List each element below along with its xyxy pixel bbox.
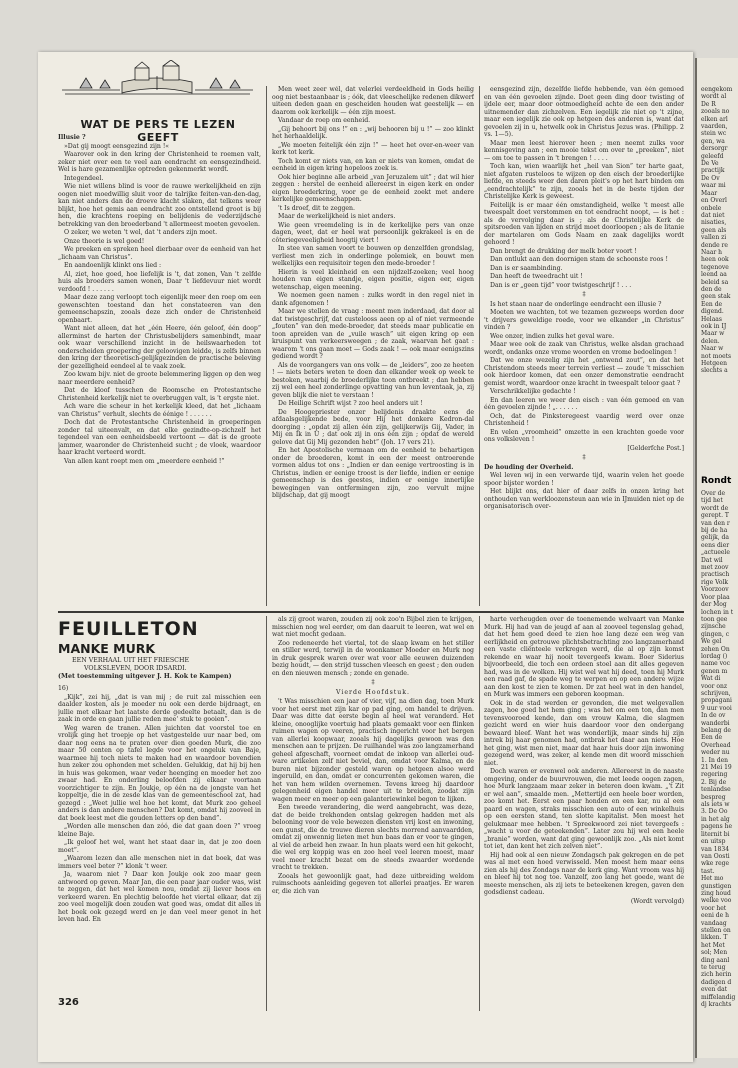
- paragraph: Ja, waarom niet ? Daar kon Joukje ook zoo maar geen antwoord op geven. Maar Jan, die een paar jaar ouder was, wist te zeggen, dat het wel komen nou, omdat zij liever hoos en verkeerd waren. En plechtig beloofde het viertal elkaar, dat zij zoo veel mogelijk doen zouden wat goed was, omdat dit alles in het boek ook gezegd werd en je dan veel meer genot in het leven had. En: [58, 871, 261, 923]
- adjacent-page-line: van Oosti: [701, 852, 730, 860]
- adjacent-page-line: geen als: [701, 226, 727, 234]
- paragraph: Als de voorgangers van ons volk — de „leiders”, zoo ze heeten ! — niets beters weten te doen dan elkander week op week te bestoken, waarbij de broederlijke toon ontbreekt ; dan hebben zij wel een heel zonderlinge opvatting van hun leventaak, ja, zij geven blijk die niet te verstaan !: [272, 361, 474, 399]
- adjacent-page-line: elken arl: [701, 115, 728, 123]
- adjacent-page-line: Wat di: [701, 675, 721, 683]
- adjacent-page-line: te terug: [701, 964, 726, 971]
- adjacent-page-line: geen stak: [701, 293, 731, 301]
- adjacent-page-line: Een de: [701, 300, 723, 308]
- paragraph: „We moeten feitelijk één zijn !” — heet het over-en-weer van kerk tot kerk.: [272, 141, 474, 156]
- paragraph: En dan leeren we weer den eisch : van één gemoed en van één gevoelen zijnde ! „. . . . . .: [484, 396, 684, 411]
- paragraph: Wie niet willens blind is voor de rauwe werkelijkheid en zijn oogen niet moedwillig sluit voor de talrijke feiten-van-den-dag, kan niet anders dan de droeve klacht slaken, dat telkens weer blijkt, hoe het gemis aan eendracht zoo ontstellend groot is bij hen, die krachtens roeping en belijdenis de vederzijdsche betrekking van den broederband 't allermeest moeten gevoelen.: [58, 183, 261, 228]
- adjacent-page-line: wanderbi: [701, 719, 730, 727]
- paragraph: De Heilige Schrift wijst ? zoo heel anders uit !: [278, 400, 423, 407]
- paragraph: als zij groot waren, zouden zij ook zoo'n Bijbel zien te krijgen, misschien nog wel eerder, om dan daaruit te leeren, wat wel en wat niet mocht gedaan.: [272, 616, 474, 638]
- chapter-number: 16): [58, 685, 69, 692]
- adjacent-page-line: eeni de h: [701, 912, 729, 920]
- paragraph: „Gij behoort bij ons !” en : „wij behooren bij u !” — zoo klinkt het herhaaldelijk.: [272, 125, 474, 140]
- adjacent-page-line: ook in IJ: [701, 323, 727, 330]
- feuilleton-column-1: [58, 685, 261, 995]
- adjacent-page-line: zooals no: [701, 108, 730, 116]
- adjacent-page-line: toon gee: [701, 615, 728, 623]
- adjacent-page-line: dadigen d: [701, 978, 732, 986]
- paragraph: Moeten we wachten, tot we tezamen gezweeps worden door 't drijvers geweldige roede, voor we elkander „in Christus” vinden ?: [484, 309, 684, 331]
- adjacent-page-line: tegenove: [701, 263, 729, 271]
- adjacent-page-line: 9 uur vooi: [701, 704, 732, 712]
- paragraph: Ook hier beginne alle arbeid „van Jeruzalem uit” ; dat wil hier zeggen : herstel de eenheid allereerst in eigen kerk en onder eigen broederkring, voor ge de eenheid zoekt met andere kerkelijke gemeenschappen.: [272, 173, 474, 203]
- paragraph: Van allen kant roept men om „meerdere eenheid !”: [64, 457, 225, 465]
- feuilleton-column-3: [484, 616, 684, 1011]
- adjacent-page-line: delen.: [701, 337, 720, 345]
- column-3-top: [484, 86, 684, 606]
- adjacent-page-line: Overhead: [701, 741, 731, 749]
- adjacent-page-line: De Ov: [701, 174, 720, 182]
- paragraph: 't Was misschien een jaar of vier, vijf, na dien dag, toen Murk voor het eerst met zijn kar op pad ging, om handel te drijven. Daar was ditte dat eerste begin al heel wat veranderd. Het kleine, onooglijke voertuig had plaats gemaakt voor een flinken ruimen wagen op veeren, practisch ingericht voor het bergen van allerlei koopwaar, zooals hij dagelijks gewoon was den menschen aan te prijzen. De ruilhandel was zoo langzamerhand geheel afgeschaft, voorneet omdat de inkoop van allerlei oud-ware artikelen zelf niet beviel, dan, omdat voor Kalma, en de buren niet bijzonder gesteld waren op hetgeen alsoo werd ingeruild, en dan, omdat er concurrenten gekomen waren, die het van hem wilden overnemen. Tevens kreeg hij daardoor gelegenheid eigen handel meer uit te breiden, zoodat zijn wagen meer en meer op een galanteriewinkel begon te lijken.: [272, 698, 474, 803]
- adjacent-page-line: 21 Mei 19: [701, 764, 732, 772]
- adjacent-page-line: 2. Bij de: [701, 778, 727, 786]
- adjacent-page-line: wke rege: [701, 860, 730, 868]
- subtitle-line: VOLKSLEVEN, DOOR IDSARDI.: [84, 665, 187, 672]
- chapter-heading: Vierde Hoofdstuk.: [335, 688, 410, 696]
- paragraph: Maar deze zang verloopt toch eigenlijk meer den roep om een gewenschten toestand dan het constateeren van den gemeenschapszin, zooals deze zich onder de Christenheid openbaart.: [58, 294, 261, 324]
- adjacent-page-line: dat niet: [701, 211, 725, 219]
- adjacent-page-line: Maar: [701, 189, 718, 197]
- paragraph: Het blijkt ons, dat hier of daar zelfs in onzen kring het onthouden van werkloozensteun aan wie in IJmuiden niet op de organisatorisch over-: [484, 488, 684, 510]
- paragraph: „Kijk”, zei hij, „dat is van mij ; de ruit zal misschien een daalder kosten, als je moeder nu ook een derde bijdraagt, en jullie met elkaar het laatste derde gedeelte betaalt, dan is de zaak in orde en gaan jullie reden mee' stuk te gooien”.: [58, 693, 261, 723]
- adjacent-page-line: weder nu: [701, 749, 730, 757]
- adjacent-page-line: sol; Men: [701, 949, 728, 957]
- paragraph: We preeken en spreken heel dierbaar over de eenheid van het „lichaam van Christus”.: [58, 246, 261, 261]
- adjacent-page-line: van den r: [701, 519, 730, 527]
- adjacent-page-line: rige Volk: [701, 578, 729, 586]
- adjacent-page-line: gerept. T: [701, 512, 729, 520]
- adjacent-page-line: likken. T: [701, 934, 728, 942]
- adjacent-page-line: met zoov: [701, 564, 729, 572]
- adjacent-page-line: welke voo: [701, 897, 732, 905]
- adjacent-page-line: digend.: [701, 308, 724, 316]
- adjacent-page-line: gingen, c: [701, 630, 730, 638]
- adjacent-page-line: lochen in t: [701, 608, 734, 616]
- adjacent-page-line: We gel: [701, 638, 722, 646]
- adjacent-page-line: stellen on: [701, 926, 731, 934]
- adjacent-page-line: tijd het: [701, 497, 723, 505]
- adjacent-page-text-top: [701, 86, 737, 466]
- paragraph: Men weet zeer wél, dat velerlei verdeeldheid in Gods heilig oog niet bestaanbaar is ; óók, dat vleeschelijke redenen dikwerf uiteen deden gaan en gescheiden houden wat geestelijk — en daarom ook kerkelijk — één zijn moest.: [272, 86, 474, 116]
- adjacent-page-line: lordag (): [701, 652, 728, 660]
- adjacent-page-line: Helaas: [701, 315, 722, 323]
- page-number: 326: [58, 997, 79, 1008]
- adjacent-page-line: den de: [701, 285, 722, 293]
- subtitle-line: (Met toestemming uitgever J. H. Kok te Kampen): [58, 673, 232, 680]
- column-rule: [266, 616, 267, 1011]
- section-title-wat-de-pers: WAT DE PERS TE LEZEN GEEFT: [80, 118, 236, 144]
- adjacent-page-line: Hetgeen: [701, 360, 728, 368]
- adjacent-page-line: gunstigen: [701, 882, 732, 890]
- source-citation: [Gelderfche Post.]: [627, 444, 684, 452]
- paragraph: Zoo redeneerde het viertal, tot de slaap kwam en het stiller en stiller werd, terwijl in de woonkamer Moeder en Murk nog in druk gesprek waren over wat voor alle eeuwen duizenden bezig houdt, — den strijd tusschen vleesch en geest ; den ouden en den nieuwen mensch ; zonde en genade.: [272, 639, 474, 677]
- paragraph: Waarover ook in den kring der Christenheid te roemen valt, zeker niet over een te veel aan eendracht en eensgezindheid. Wel is hare gezamenlijke optreden gekenmerkt wordt.: [58, 151, 261, 173]
- adjacent-page-line: practisch: [701, 571, 730, 579]
- adjacent-page-line: name voc: [701, 660, 730, 668]
- press-banner-illustration: [60, 60, 255, 100]
- column-2-top: [272, 86, 474, 606]
- adjacent-page-line: In de ov: [701, 712, 726, 720]
- paragraph: En aandoenlijk klinkt ons lied :: [64, 262, 162, 269]
- paragraph: Verschrikkelijke gedachte !: [490, 388, 576, 395]
- adjacent-page-line: even dat: [701, 986, 728, 994]
- paragraph: Toch komt er niets van, en kan er niets van komen, omdat de eenheid in eigen kring hopeloos zoek is.: [272, 157, 474, 172]
- paragraph: Ook in de stad werden er gevonden, die met welgevallen zagen, hoe goed het hem ging ; was het om een ton, dan men tevensvooroed kende, dan om vrouw Kalma, die slagmen gezicht werd en wier huis daardoor voor den ondergang bewaard bleef. Want het was wonderlijk, maar sinds hij zijn intrek bij haar genomen had, ontbrak het daar aan niets. Hoe het ging, wist men niet, maar dat haar huis door zijn inwoning gezegend werd, was zeker, al kende men dit woord misschien niet.: [484, 699, 684, 767]
- paragraph: Toch kan, wien waarlijk het „heil van Sion” ter harte gaat, niet afgaten rusteloos te wijzen op den eisch der broederlijke liefde, en steeds weer den daren pleit's op het hart binden om „eendrachtelijk” te zijn, zooals het in de beste tijden der Christelijke Kerk is geweest.: [484, 163, 684, 200]
- adjacent-page-line: Maar w: [701, 330, 725, 338]
- adjacent-page-line: belang de: [701, 727, 731, 734]
- adjacent-page-line: voor onz: [701, 682, 728, 690]
- adjacent-page-line: genen m: [701, 667, 728, 675]
- adjacent-page-line: pagens he: [701, 823, 733, 831]
- adjacent-page-line: slechts a: [701, 367, 728, 375]
- paragraph: Dan heeft de tweedracht uit !: [490, 273, 583, 280]
- adjacent-page-line: liternit bi: [701, 830, 730, 838]
- adjacent-page-line: vaarden,: [701, 123, 728, 131]
- story-subtitle: [58, 657, 272, 681]
- paragraph: Dan is er saambinding.: [490, 264, 563, 272]
- subtitle-line: EEN VERHAAL UIT HET FRIESCHE: [72, 657, 190, 664]
- adjacent-page-line: Naar h: [701, 248, 723, 256]
- adjacent-page-line: der Mog: [701, 601, 727, 609]
- adjacent-page-line: beleid sa: [701, 278, 729, 286]
- adjacent-page-line: De R: [701, 100, 716, 108]
- paragraph: Zoo kwam bijv. niet de groote belemmering liggen op den weg naar meerdere eenheid?: [58, 371, 261, 386]
- adjacent-page-line: Het mo: [701, 875, 724, 883]
- adjacent-page-line: wordt al: [701, 93, 727, 101]
- section-separator: ‡: [582, 454, 586, 461]
- paragraph: Een tweede verandering, die werd aangebracht, was deze, dat de beide trekhonden ontslag gekregen hadden met als belooning voor de vele bewezen diensten vrij kost en inwoning, een gunst, die de trouwe dieren slechts morrend aanvaardden, omdat zij onwennig lieten met hun baas dan er voor te gingen, al viel de arbeid hen zwaar. In hun plaats werd een hit gekocht, die wel erg koppig was en zoo heel veel leeren moest, maar veel meer kracht bezat om de steeds zwaarder wordende vracht te trekken.: [272, 804, 474, 871]
- adjacent-page-line: voor het: [701, 904, 727, 912]
- adjacent-page-line: eengekom: [701, 86, 733, 93]
- paragraph: Onze theorie is wel goed!: [64, 237, 145, 245]
- adjacent-page-text-bottom: [701, 490, 737, 1050]
- adjacent-page-line: Dat wil: [701, 556, 723, 564]
- adjacent-page-line: vandaag: [701, 919, 727, 927]
- column-rule: [479, 616, 480, 1011]
- adjacent-page-line: zich herin: [701, 971, 732, 979]
- adjacent-page-line: vallen zi: [701, 234, 727, 242]
- adjacent-page-line: bij de ha: [701, 527, 728, 535]
- adjacent-page-line: practijk: [701, 167, 725, 175]
- paragraph: In stee van samen voort te bouwen op denzelfden grondslag, verliest men zich in onderlinge polemiek, en bouwt men welkelijks een requisitoir tegen den mede-broeder !: [272, 245, 474, 267]
- paragraph: Maar we stellen de vraag : meent men inderdaad, dat door al dat twistgeschrijf, dat custelooss aeen op al of niet vermeende „fouten” van den mede-broeder, dat steeds maar publicatie en toon apreiden van de „vuile wasch” uit eigen kring op een kruispunt van verkeersweegen ; de zaak, waarvan het gaat : waarom 't ons gaan moet — Gods zaak ! — ook maar eenigszins gediend wordt ?: [272, 308, 474, 360]
- adjacent-page-line: waar mi: [701, 182, 726, 190]
- adjacent-page-line: zehen On: [701, 645, 730, 653]
- subheading-overheid: De houding der Overheid.: [484, 463, 574, 471]
- paragraph: Feitelijk is er maar één omstandigheid, welke 't meest alle tweespalt doet verstommen en tot eendracht noopt, — is het : als de vervolging daar is ; als de Christelijke Kerk de spitsroeden van lijden en strijd moet doorloopen ; als de litanie der martelaren om Gods Naam en zaak dagelijks wordt gehoord !: [484, 201, 684, 246]
- paragraph: „Waarom lezen dan alle menschen niet in dat boek, dat was immers veel beter ?” klonk 't weer.: [58, 855, 261, 870]
- paragraph: Al, ziet, hoe goed, hoe liefelijk is 't, dat zonen, Van 't zelfde huis als broeders samen wonen, Daar 't liefdevuur niet wordt verdoofd ! . . . . . .: [58, 270, 261, 293]
- adjacent-page-line: zijnsche: [701, 623, 726, 631]
- adjacent-page-line: als iets w: [701, 801, 730, 809]
- paragraph: Wee onzer, indien zulks het geval ware.: [490, 332, 615, 340]
- adjacent-page-line: van 1834: [701, 845, 730, 853]
- paragraph: Dan brengt de drukking der melk boter voort !: [490, 247, 637, 255]
- paragraph: Weg waren de tranen. Allen juichten dat voorstel toe en vrolijk ging het troepje op het vastgestelde uur naar bed, om daar nog eens na te praten over dien goeden Murk, die zoo maar 50 centen op tafel legde voor het ongeluk van Baje, waarmee hij toch niets te maken had en waardoor bovendien hun zeker zou ophonden met schelden. Gelukkig, dat hij bij hen in huis was gekomen, waar veder heenging en moeder het zoo zwaar had. En onderling beloofden zij elkaar voortaan voorzichtiger te zijn. En Joukje, op één na de jongste van het koppeltje, die in de zesde klas van de gemeenteschool zat, had gezegd : „Weet jullie wel hoe het komt, dat Murk zoo geheel anders is dan andere menschen? Dat komt, omdat hij zooveel in dat boek leest met die gouden letters op den band”.: [58, 724, 261, 822]
- paragraph: Hij had ook al een nieuw Zondagsch pak gekregen en de pet was al met een hoed verwisseld. Men moest hem maar eens zien als hij des Zondags naar de kerk ging. Want vroom was hij en bleef hij tot nog toe. Vanzelf, zoo lang het goede, want de meeste menschen, als zij iets te beteekenen kregen, gaven den godsdienst cadeau.: [484, 851, 684, 896]
- story-title: MANKE MURK: [58, 641, 156, 656]
- adjacent-page-line: heen ook: [701, 256, 729, 264]
- paragraph: „Worden alle menschen dan zóó, die dat gaan doen ?” vroeg kleine Baje.: [58, 823, 261, 838]
- adjacent-page-line: Een de: [701, 734, 723, 742]
- adjacent-page-line: in het alg: [701, 815, 730, 823]
- column-rule: [266, 86, 267, 606]
- to-be-continued: (Wordt vervolgd): [630, 897, 684, 905]
- section-separator: ‡: [582, 291, 586, 298]
- paragraph: „Ik geloof het wel, want het staat daar in, dat je zoo doen moet”.: [58, 839, 261, 854]
- feuilleton-divider: [58, 611, 684, 613]
- adjacent-page-line: nisaties,: [701, 219, 727, 227]
- paragraph: Want niet alleen, dat het „één Heere, één geloof, één doop” allerminst de harten der Christusbelijders samenbindt, maar ook waar verschillend inzicht in de heilswaarheden tot onderscheiden groepering der geloovigen leidde, is zelfs binnen den kring der theoretisch-gelijkgezinden de practische beleving der gezelligheid eendeel al te vaak zoek.: [58, 325, 261, 370]
- adjacent-page-line: tast.: [701, 867, 715, 875]
- adjacent-page-line: Voor plaa: [701, 593, 730, 601]
- adjacent-page-heading: Rondt: [701, 476, 732, 486]
- adjacent-page-line: dende re: [701, 241, 728, 249]
- adjacent-page-line: dersorgr: [701, 145, 728, 153]
- section-separator: ‡: [371, 679, 375, 686]
- paragraph: Doch dat de Protestantsche Christenheid in groeperingen zonder tal uiteenvalt, en dat elke gezindte-op-zichzelf het tegendeel van een eenheidsbeeld vertoont — dát is de groote jammer, waaronder de Christenheid sucht ; de vloek, waardoor haar kracht verteerd wordt.: [58, 419, 261, 456]
- paragraph: Doch waren er evenwel ook anderen. Allereerst in de naaste omgeving, onder de buurvrouwen, die met leede oogen zagen, hoe Murk langzaam maar zeker in beteren doen kwam. „'t Zit er wel aan”, smaalde men. „Mettertijd een heele boer worden, zoo komt het. Eerst een paar honden en een kar, nu al een paard en wagen, straks misschien een auto of een winkelhuis op een eersten stand, ten slotte kapitalist. Men moest het gelukmaar mee hebben. 't Spreekwoord zei niet tevergeefs : „wacht u voor de geteekenden”. Later zou hij wel een heele „branie” worden, want dat ging gewoonlijk zoo. „Als niet komt tot iet, dan kent het zich zelven niet”.: [484, 768, 684, 850]
- feuilleton-title: FEUILLETON: [58, 618, 199, 640]
- adjacent-page-line: en uitsp: [701, 838, 726, 846]
- adjacent-page-line: 1. In den: [701, 756, 729, 764]
- adjacent-page-line: regering: [701, 771, 728, 779]
- adjacent-page-line: wordt de: [701, 504, 729, 512]
- adjacent-page-line: eens dier: [701, 541, 730, 549]
- paragraph: Wel leven wij in een verwarde tijd, waarin velen het goede spoor bijster worden !: [484, 472, 684, 487]
- adjacent-page-line: Over de: [701, 490, 726, 497]
- paragraph: Integendeel.: [64, 174, 104, 182]
- paragraph: Maar de werkelijkheid is niet anders.: [278, 213, 396, 220]
- adjacent-page-line: 3. De Oo: [701, 808, 728, 816]
- paragraph: Wie geen vreemdeling is in de kerkelijke pers van onze dagen, weet, dat er heel wat persoonlijk gekrakeel is en de côteriegeveeligheid hoogtij viert !: [272, 221, 474, 244]
- paragraph: 't Is droef, dit te zeggen.: [278, 204, 356, 212]
- paragraph: Dan is er „geen tijd” voor twistgeschrijf ! . . .: [490, 281, 632, 289]
- paragraph: De Hoogepriester onzer belijdenis draakte eens de afdaalsgelijkende bede, voor Hij het donkere Kedron-dal doorging : „opdat zij allen één zijn, gelijkerwijs Gij, Vader, in Mij en Ik in U ; dat ook zij in ons één zijn ; opdat de wereld gelove dat Gij Mij gezonden hebt” (Joh. 17 vers 21).: [272, 408, 474, 446]
- adjacent-page-line: bespreg: [701, 793, 726, 801]
- paragraph: We noemen geen namen : zulks wordt in den regel niet in dank afgenomen !: [272, 292, 474, 307]
- paragraph: Ach ware die scheur in het kerkelijk kleed, dat het „lichaam van Christus” verhult, slechts de éénige ! . . . . . .: [58, 403, 261, 418]
- paragraph: Maar men leest hierover heen ; men neemt zulks voor kennisgeving aan ; een mooie tekst om over te „preeken”, niet — om toe te passen in 't brengen ! . . . .: [484, 139, 684, 162]
- paragraph: En het Apostolische vermaan om de eenheid te behartigen onder de broederen, komt in een der meest ontroerende vormen aldus tot ons : „Indien er dan eenige vertroosting is in Christus, indien er eenige troost is der liefde, indien er eenige gemeenschap is des geestes, indien er eenige innerlijke bewegingen van ontfermingen zijn, zoo vervult mijne blijdschap, dat gij moogt: [272, 447, 474, 499]
- paragraph: Is het staan naar de onderlinge eendracht een illusie ?: [490, 300, 662, 308]
- paragraph: Dat de kloof tusschen de Roomsche en Protestantsche Christenheid kerkelijk niet te overbruggen valt, is 't ergste niet.: [58, 387, 261, 402]
- adjacent-page-line: onbele: [701, 204, 722, 212]
- paragraph: Vandaar de roep om eenheid.: [278, 117, 371, 124]
- adjacent-page-line: propagani: [701, 697, 732, 705]
- paragraph: Dan ontlukt aan den doornigen stam de schoonste roos !: [490, 256, 668, 263]
- adjacent-page-line: schrijven,: [701, 689, 731, 697]
- paragraph: »Dat gij moogt eensgezind zijn !«: [64, 142, 170, 150]
- adjacent-page-line: ding aanl: [701, 956, 730, 964]
- adjacent-page-line: miffelandig: [701, 993, 736, 1001]
- adjacent-page-strip: [695, 58, 738, 1058]
- subheading-illusie: Illusie ?: [58, 134, 86, 141]
- column-rule: [479, 86, 480, 606]
- paragraph: O zeker, we weten 't wel, dat 't anders zijn moet.: [64, 229, 218, 236]
- adjacent-page-line: zing houd: [701, 889, 731, 897]
- adjacent-page-line: tenlandse: [701, 786, 731, 794]
- paragraph: Och, dat de Pinksteregeest vaardig werd over onze Christenheid !: [484, 412, 684, 427]
- adjacent-page-line: De Ve: [701, 160, 719, 168]
- adjacent-page-line: Naar w: [701, 345, 724, 353]
- paragraph: Dat we onze wezelig zijn het „ontwend zout”, en dat het Christendom steeds meer terrein verliest — zoude 't misschien ook hierdoor komen, dat een onzer demonstratie eendracht gemist wordt, waardoor onze kracht in tweespalt teloor gaat ?: [484, 357, 684, 387]
- adjacent-page-line: dj krachts: [701, 1001, 732, 1009]
- paragraph: Hierin is veel kleinheid en een nijdzelf-zoeken; veel hoog houden van eigen standje, eigen positie, eigen eer, eigen wetenschap, eigen meening.: [272, 268, 474, 291]
- paragraph: Maar wee ook de zaak van Christus, welke alsdan grachaad wordt, ondanks onze vrome woorden en vrome bedoelingen !: [484, 341, 684, 356]
- adjacent-page-line: gen, wa: [701, 137, 725, 145]
- adjacent-page-line: geleefd: [701, 152, 724, 160]
- adjacent-page-line: en Overl: [701, 197, 727, 205]
- left-margin: [0, 0, 38, 1068]
- paragraph: eensgezind zijn, dezelfde liefde hebbende, van één gemoed en van één gevoelen zijnde. Doet geen ding door twisting of ijdele eer, maar door ootmoedigheid achte de een den ander uitnemender dan zichzelven. Een iegelijk zie niet op 't zijne, maar een iegelijk zie ook op hetgeen des anderen is, want dat gevoelen zij in u, hetwelk ook in Christus Jezus was. (Philipp. 2 vs. 1—5).: [484, 86, 684, 138]
- adjacent-page-line: not moets: [701, 352, 732, 360]
- adjacent-page-line: stein wc: [701, 130, 727, 138]
- adjacent-page-line: leend aa: [701, 271, 727, 279]
- paragraph: Zooals het gewoonlijk gaat, had deze uitbreiding weldom ruimschoots aanleiding gegeven tot allerlei praatjes. Er waren er, die zich van: [272, 872, 474, 895]
- paragraph: En velen „vroomheid” omzette in een krachten goede voor ons volksleven !: [484, 428, 684, 443]
- adjacent-page-line: het Met: [701, 941, 725, 949]
- adjacent-page-line: gelijk, da: [701, 534, 729, 542]
- feuilleton-column-2: [272, 616, 474, 1011]
- adjacent-page-line: „actueele: [701, 549, 730, 557]
- column-wat-de-pers: [58, 134, 261, 604]
- adjacent-page-line: Voorzoov: [701, 586, 729, 594]
- paragraph: harte verheugden over de toenemende welvaart van Manke Murk. Hij had van de jeugd af aan al zooveel tegenslag gehad, dat het hem goed deed te zien hoe lang deze een weg van eerlijkheid en getrouwe plichtsbetrachting zoo langzamerhand een vaste cliënteele verkregen werd, die al op zijn komst rekende en waar hij nooit tevergeefs kwam. Boer Siderius bijvoorbeeld, die toch een ordeen stoel aan dit alles gegeven had, was in de wolken. Hij wist wel wat hij deed, toen hij Murk een raad gaf, de spade weg te werpen en op een andere wijze aan den kost te zien te komen. Dr zat heel wat in den handel, en Murk was immers een geboren koopman.: [484, 616, 684, 698]
